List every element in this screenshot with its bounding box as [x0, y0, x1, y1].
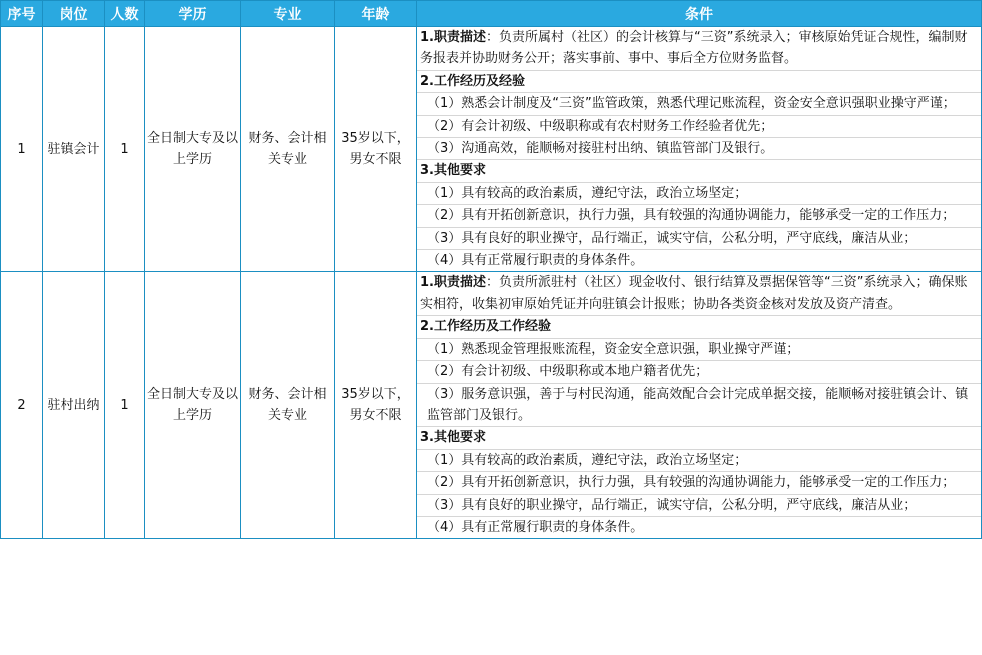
table-row — [1, 272, 982, 539]
header-count: 人数 — [105, 1, 145, 27]
header-education: 学历 — [145, 1, 241, 27]
requirement-item: （4）具有正常履行职责的身体条件。 — [427, 519, 644, 535]
cell-education: 全日制大专及以上学历 — [145, 27, 241, 272]
cell-major: 财务、会计相关专业 — [241, 27, 335, 272]
requirement-item: （3）具有良好的职业操守，品行端正，诚实守信，公私分明，严守底线，廉洁从业； — [417, 495, 981, 517]
duty-text: ：负责所属村（社区）的会计核算与“三资”系统录入；审核原始凭证合规性，编制财务报表并协助财务公开；落实事前、事中、事后全方位财务监督。 — [420, 30, 968, 67]
experience-item: （3）服务意识强，善于与村民沟通，能高效配合会计完成单据交接，能顺畅对接驻镇会计、镇监管部门及银行。 — [417, 384, 981, 428]
requirement-item: （1）具有较高的政治素质，遵纪守法，政治立场坚定； — [417, 183, 981, 205]
duty-description — [417, 27, 981, 71]
experience-item: （2）有会计初级、中级职称或有农村财务工作经验者优先； — [417, 116, 981, 138]
requirement-item: （4）具有正常履行职责的身体条件。 — [427, 253, 644, 269]
cell-post: 驻镇会计 — [43, 27, 105, 272]
experience-heading: 2.工作经历及工作经验 — [417, 316, 981, 338]
cell-post: 驻村出纳 — [43, 272, 105, 539]
cell-count: 1 — [105, 27, 145, 272]
other-requirements-heading: 3.其他要求 — [417, 160, 981, 182]
experience-item: （2）有会计初级、中级职称或本地户籍者优先； — [417, 361, 981, 383]
requirement-item: （3）具有良好的职业操守，品行端正，诚实守信，公私分明，严守底线，廉洁从业； — [417, 228, 981, 250]
cell-seq: 1 — [1, 27, 43, 272]
other-requirements-heading: 3.其他要求 — [417, 427, 981, 449]
requirement-item: （2）具有开拓创新意识，执行力强，具有较强的沟通协调能力，能够承受一定的工作压力； — [417, 472, 981, 494]
cell-conditions — [417, 27, 982, 272]
experience-item: （1）熟悉会计制度及“三资”监管政策，熟悉代理记账流程，资金安全意识强职业操守严谨； — [417, 93, 981, 115]
header-row — [1, 1, 982, 27]
duty-description — [417, 272, 981, 316]
header-conditions: 条件 — [417, 1, 982, 27]
experience-item: （3）沟通高效，能顺畅对接驻村出纳、镇监管部门及银行。 — [417, 138, 981, 160]
cell-major: 财务、会计相关专业 — [241, 272, 335, 539]
duty-label: 1.职责描述 — [420, 30, 486, 45]
experience-item: （1）熟悉现金管理报账流程，资金安全意识强，职业操守严谨； — [417, 339, 981, 361]
header-seq: 序号 — [1, 1, 43, 27]
cell-education: 全日制大专及以上学历 — [145, 272, 241, 539]
cell-age: 35岁以下，男女不限 — [335, 27, 417, 272]
header-post: 岗位 — [43, 1, 105, 27]
experience-heading: 2.工作经历及经验 — [417, 71, 981, 93]
header-age: 年龄 — [335, 1, 417, 27]
table-row — [1, 27, 982, 272]
cell-age: 35岁以下，男女不限 — [335, 272, 417, 539]
cell-seq: 2 — [1, 272, 43, 539]
duty-text: ：负责所派驻村（社区）现金收付、银行结算及票据保管等“三资”系统录入；确保账实相符，收集初审原始凭证并向驻镇会计报账；协助各类资金核对发放及资产清查。 — [420, 275, 968, 312]
duty-label: 1.职责描述 — [420, 275, 486, 291]
requirement-item: （1）具有较高的政治素质，遵纪守法，政治立场坚定； — [417, 450, 981, 472]
cell-count: 1 — [105, 272, 145, 539]
cell-conditions — [417, 272, 982, 539]
requirement-item: （2）具有开拓创新意识，执行力强，具有较强的沟通协调能力，能够承受一定的工作压力； — [417, 205, 981, 227]
header-major: 专业 — [241, 1, 335, 27]
